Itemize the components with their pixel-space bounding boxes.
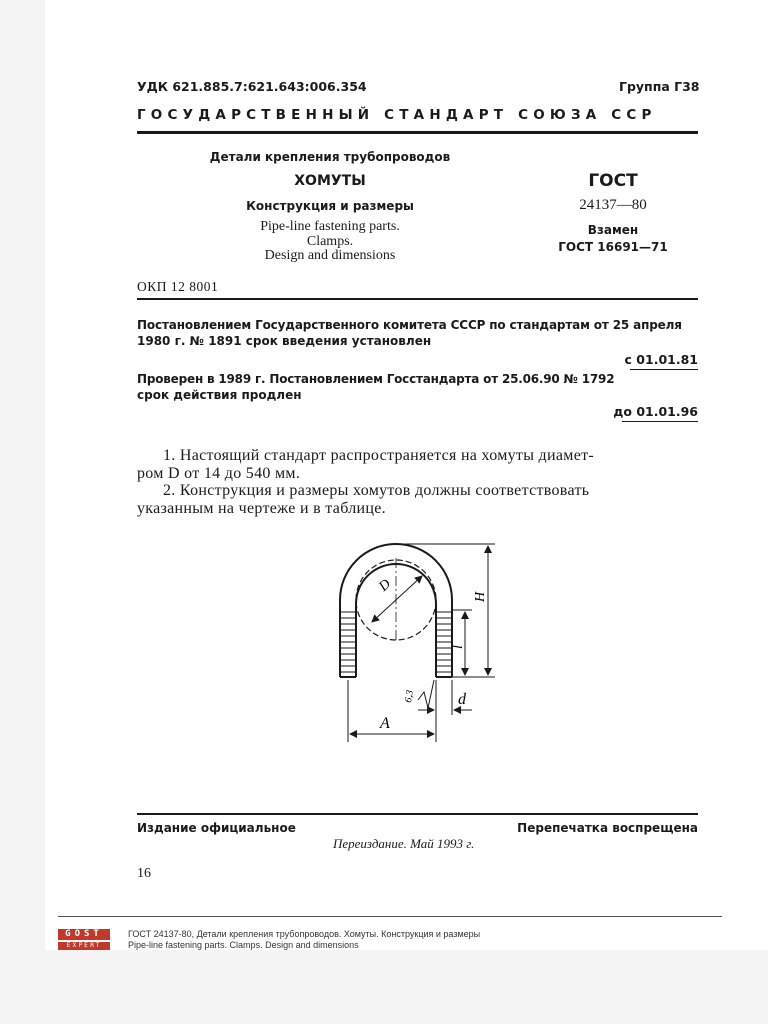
reprint-label: Перепечатка воспрещена <box>517 821 698 835</box>
thread-left <box>340 612 356 677</box>
from-date-rule <box>630 369 698 370</box>
label-H: H <box>473 591 488 602</box>
label-roughness: 6,3 <box>402 689 416 704</box>
roughness-symbol <box>418 680 434 708</box>
label-d: d <box>458 691 466 708</box>
decree-from-date: с 01.01.81 <box>624 352 698 367</box>
decree-line-2: 1980 г. № 1891 срок введения установлен <box>137 334 432 348</box>
bottom-rule <box>137 813 698 815</box>
logo-expert: EXPERT <box>58 942 110 950</box>
replaces-number: ГОСТ 16691—71 <box>558 240 668 254</box>
until-date-rule <box>622 421 698 422</box>
footer-rule <box>58 916 722 917</box>
reissue-label: Переиздание. Май 1993 г. <box>333 836 475 851</box>
until-date: до 01.01.96 <box>613 404 698 419</box>
gost-label: ГОСТ <box>588 171 638 191</box>
thread-length-dimension <box>452 610 472 675</box>
label-l: l <box>451 645 466 649</box>
edition-label: Издание официальное <box>137 821 296 835</box>
subtitle-ru: Детали крепления трубопроводов <box>209 150 451 164</box>
gost-number: 24137—80 <box>579 197 647 213</box>
logo-gost: GOST <box>58 929 110 940</box>
gost-expert-logo <box>58 929 110 951</box>
paragraph-2-line-1: 2. Конструкция и размеры хомутов должны соответствовать <box>163 482 590 499</box>
paragraph-1-line-1: 1. Настоящий стандарт распространяется на хомуты диамет- <box>163 447 595 464</box>
page-number: 16 <box>137 866 151 881</box>
title-en-2: Clamps. <box>306 234 354 249</box>
decree-line-1: Постановлением Государственного комитета СССР по стандартам от 25 апреля <box>137 318 682 332</box>
replaces-label: Взамен <box>587 223 639 237</box>
header-rule <box>137 131 698 134</box>
clamp-drawing <box>300 530 520 750</box>
okp-rule <box>137 298 698 300</box>
height-dimension <box>400 544 495 677</box>
state-standard-banner: ГОСУДАРСТВЕННЫЙ СТАНДАРТ СОЮЗА ССР <box>137 107 657 123</box>
title-en-3: Design and dimensions <box>264 248 396 263</box>
label-D: D <box>376 576 394 595</box>
paragraph-2-line-2: указанным на чертеже и в таблице. <box>137 500 386 517</box>
checked-line-2: срок действия продлен <box>137 388 302 402</box>
footer-line-2: Pipe-line fastening parts. Clamps. Design and dimensions <box>128 940 359 950</box>
thread-right <box>436 612 452 677</box>
okp-code: ОКП 12 8001 <box>137 279 219 294</box>
width-dimension <box>348 680 436 742</box>
checked-line-1: Проверен в 1989 г. Постановлением Госстандарта от 25.06.90 № 1792 <box>137 372 615 386</box>
title-ru: ХОМУТЫ <box>294 173 366 189</box>
group-code: Группа Г38 <box>619 79 700 94</box>
title-en-1: Pipe-line fastening parts. <box>260 219 400 234</box>
footer-line-1: ГОСТ 24137-80, Детали крепления трубопроводов. Хомуты. Конструкция и размеры <box>128 929 481 939</box>
design-ru: Конструкция и размеры <box>246 199 414 213</box>
paragraph-1-line-2: ром D от 14 до 540 мм. <box>137 465 301 482</box>
udk-code: УДК 621.885.7:621.643:006.354 <box>137 79 367 94</box>
label-A: A <box>380 715 390 732</box>
